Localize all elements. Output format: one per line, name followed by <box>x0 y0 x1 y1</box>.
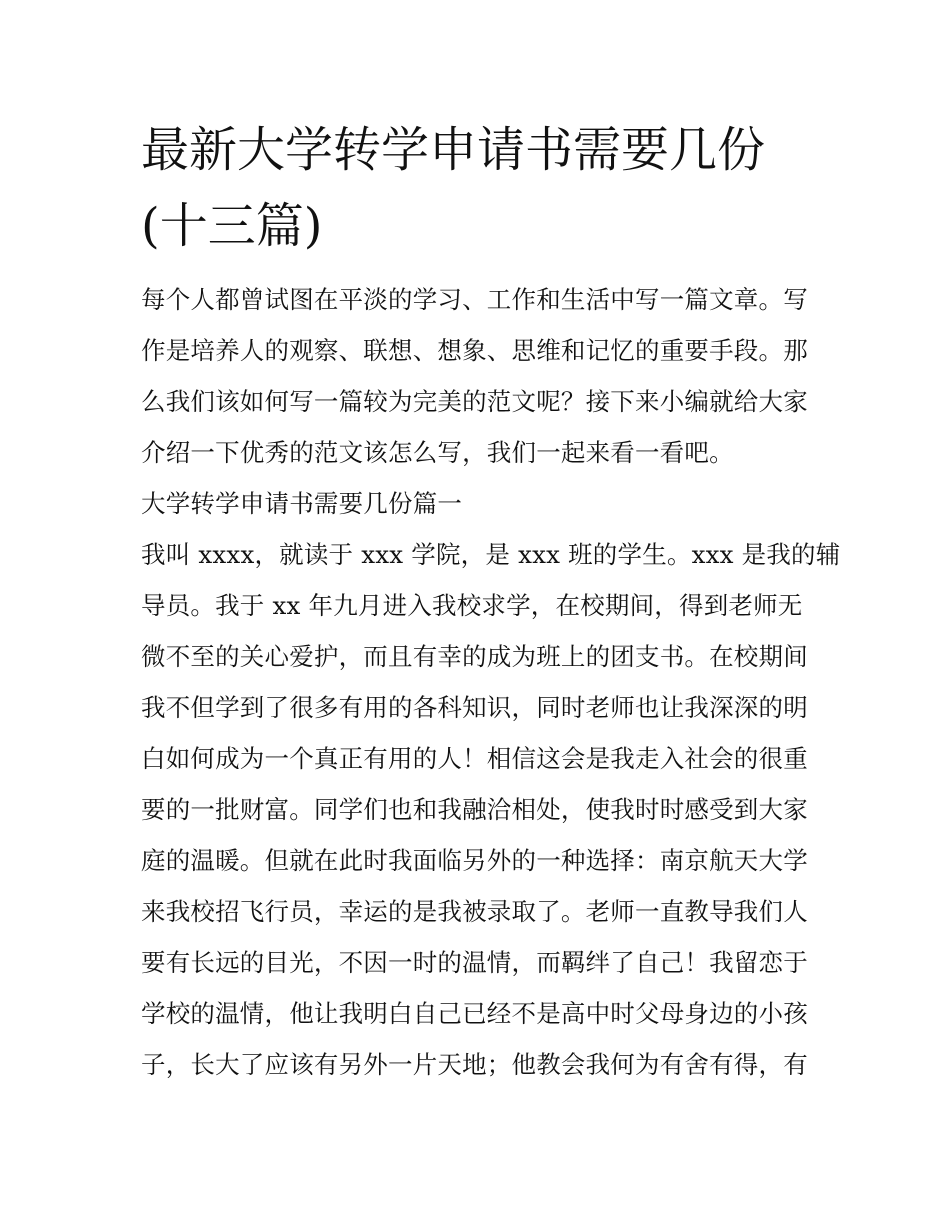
section-line-6: 要的一批财富。同学们也和我融洽相处，使我时时感受到大家 <box>141 795 808 824</box>
section-line-4: 我不但学到了很多有用的各科知识，同时老师也让我深深的明 <box>141 693 808 722</box>
intro-line-4: 介绍一下优秀的范文该怎么写，我们一起来看一看吧。 <box>141 438 734 467</box>
section-line-2: 导员。我于 xx 年九月进入我校求学，在校期间，得到老师无 <box>141 591 803 620</box>
section-line-8: 来我校招飞行员，幸运的是我被录取了。老师一直教导我们人 <box>141 897 808 926</box>
section-line-3: 微不至的关心爱护，而且有幸的成为班上的团支书。在校期间 <box>141 642 808 671</box>
section-line-9: 要有长远的目光，不因一时的温情，而羁绊了自己！我留恋于 <box>141 948 808 977</box>
section-line-5: 白如何成为一个真正有用的人！相信这会是我走入社会的很重 <box>141 744 808 773</box>
section-line-1: 我叫 xxxx，就读于 xxx 学院，是 xxx 班的学生。xxx 是我的辅 <box>141 540 841 569</box>
intro-line-3: 么我们该如何写一篇较为完美的范文呢？接下来小编就给大家 <box>141 387 808 416</box>
intro-line-1: 每个人都曾试图在平淡的学习、工作和生活中写一篇文章。写 <box>141 285 808 314</box>
title-line-1: 最新大学转学申请书需要几份 <box>141 122 766 178</box>
section-heading: 大学转学申请书需要几份篇一 <box>141 489 463 518</box>
title-line-2: (十三篇) <box>141 198 323 254</box>
section-line-10: 学校的温情，他让我明白自己已经不是高中时父母身边的小孩 <box>141 999 808 1028</box>
section-line-7: 庭的温暖。但就在此时我面临另外的一种选择：南京航天大学 <box>141 846 808 875</box>
intro-line-2: 作是培养人的观察、联想、想象、思维和记忆的重要手段。那 <box>141 336 808 365</box>
section-line-11: 子，长大了应该有另外一片天地；他教会我何为有舍有得，有 <box>141 1050 808 1079</box>
document-title <box>141 112 821 264</box>
